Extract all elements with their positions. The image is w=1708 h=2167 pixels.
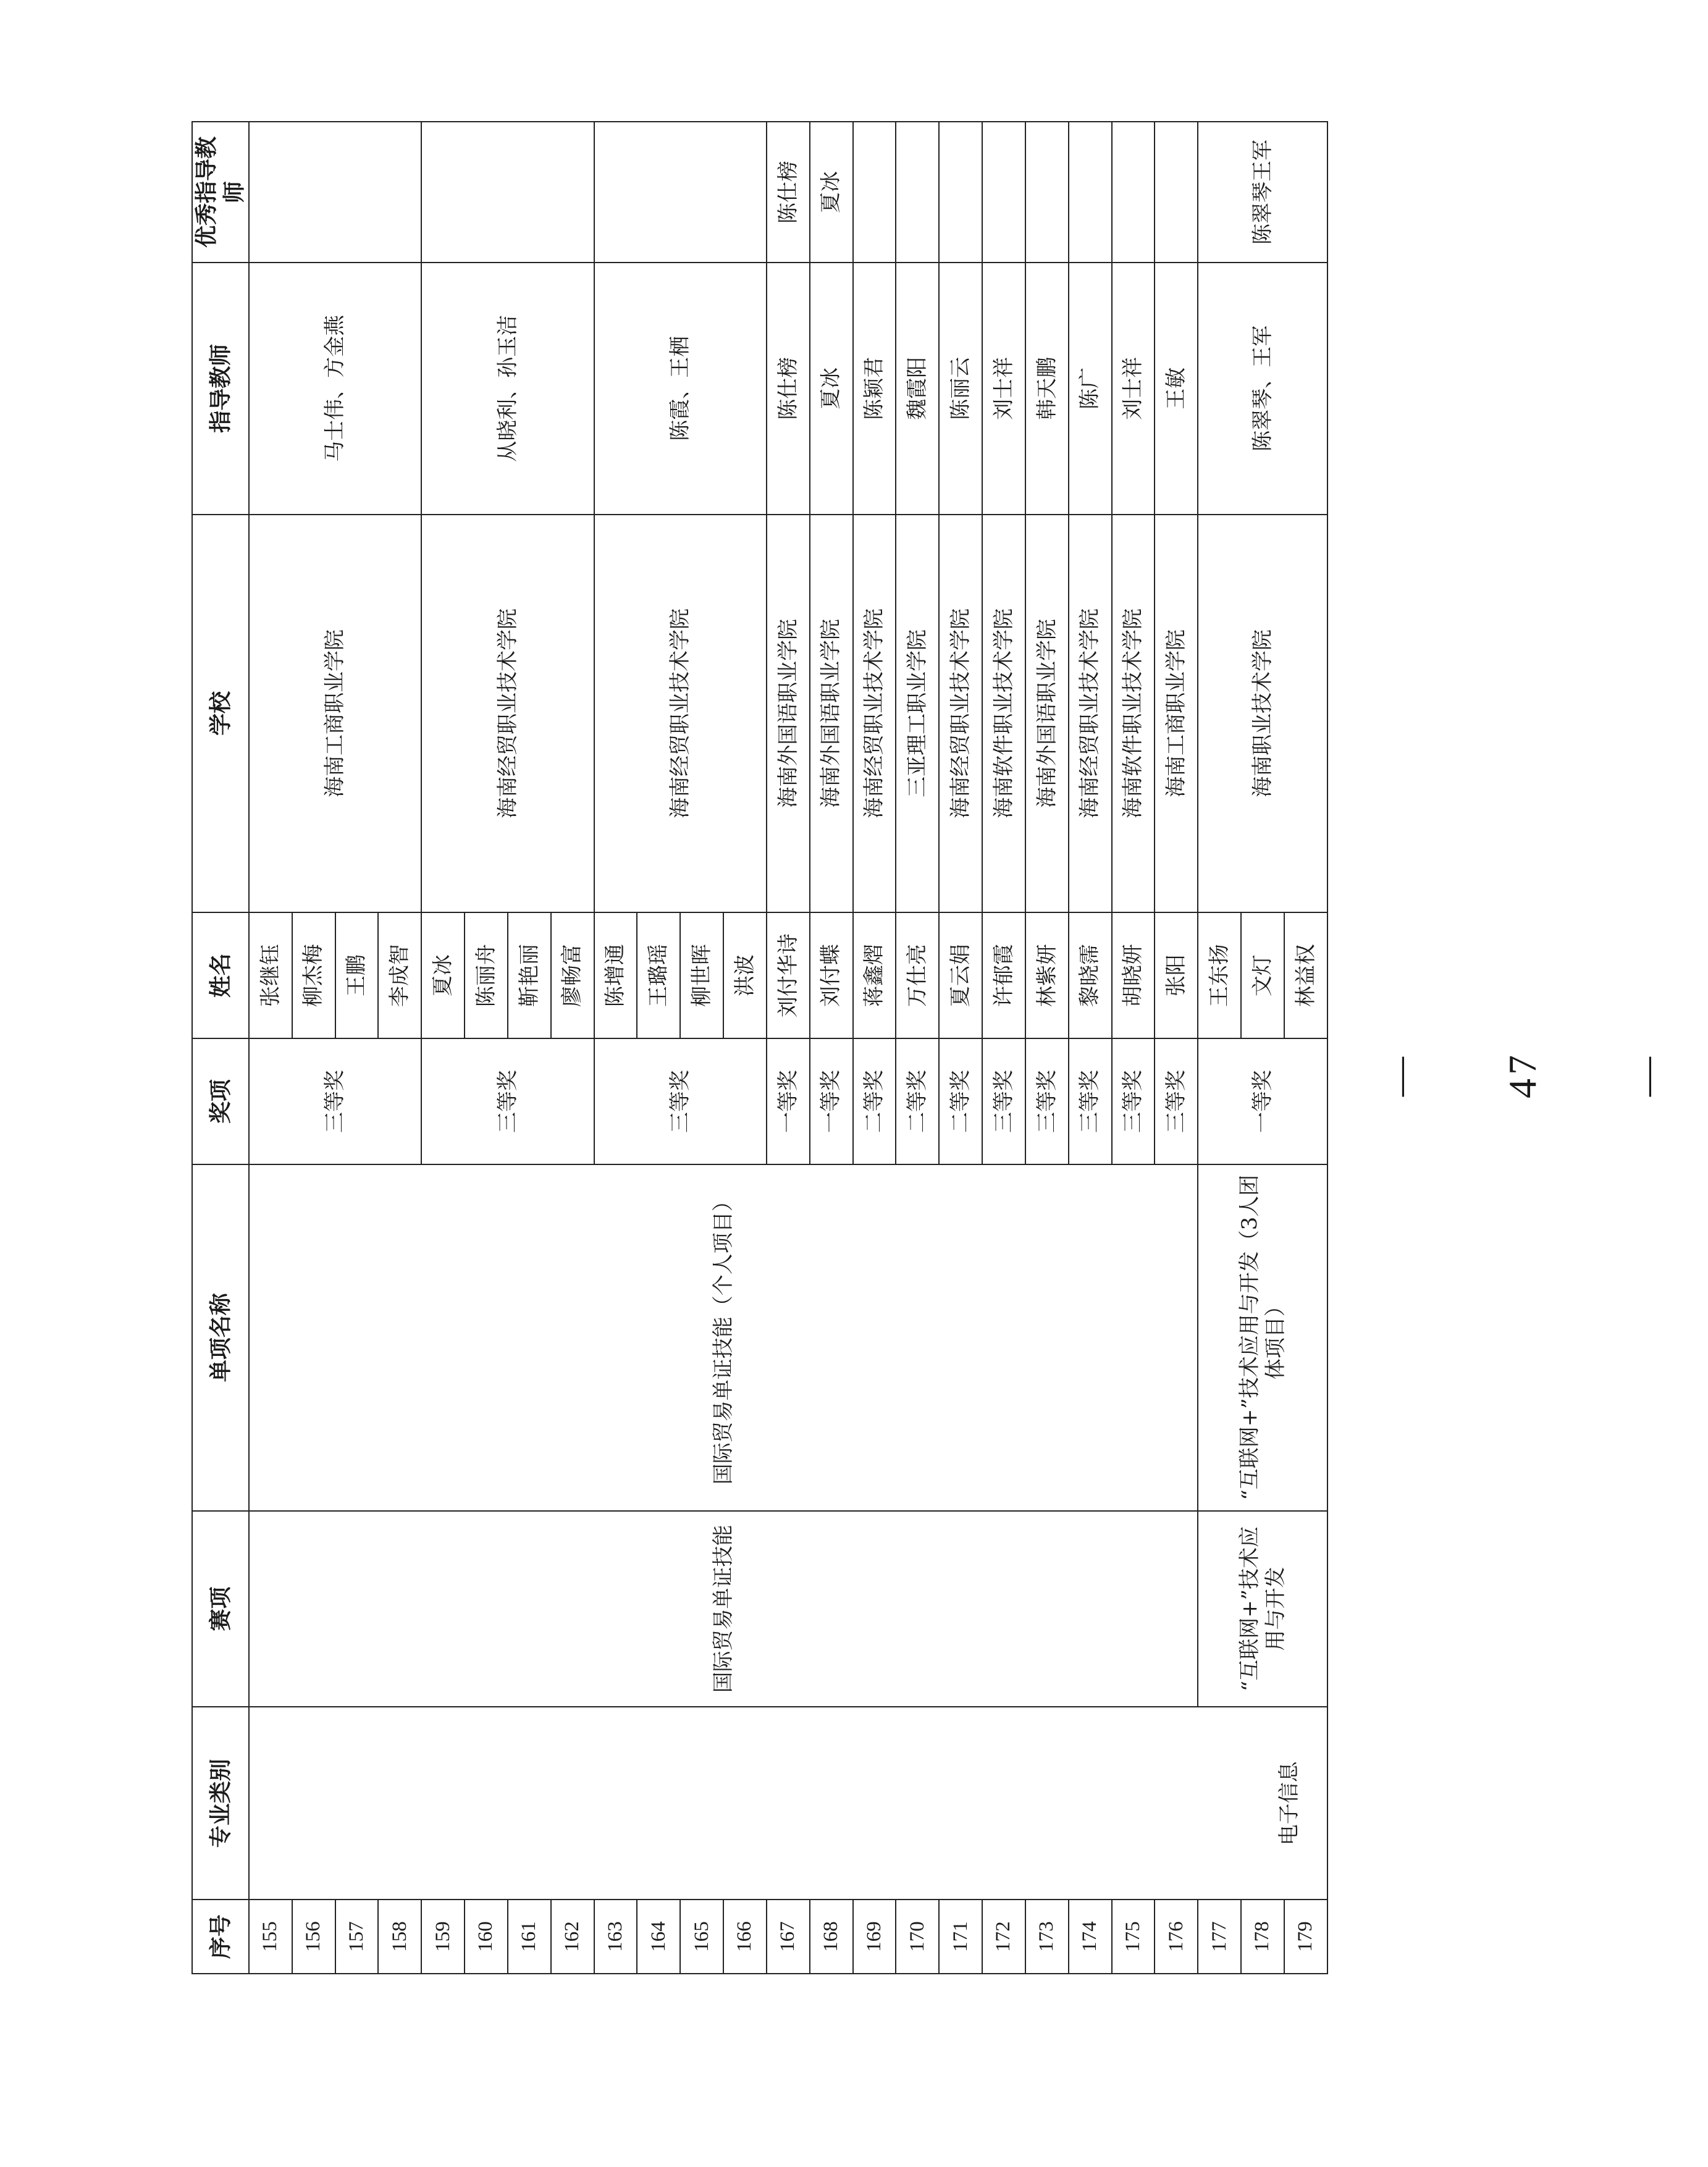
- award-cell: 三等奖: [421, 1038, 594, 1164]
- seq-cell: 158: [378, 1900, 421, 1974]
- seq-cell: 165: [680, 1900, 723, 1974]
- teacher-cell: 马士伟、方金燕: [249, 263, 421, 515]
- excellent-teacher-cell: [594, 122, 767, 263]
- name-cell: 靳艳丽: [508, 912, 551, 1038]
- award-cell: 二等奖: [853, 1038, 896, 1164]
- award-cell: 一等奖: [810, 1038, 853, 1164]
- teacher-cell: 陈广: [1069, 263, 1112, 515]
- header-category: 专业类别: [192, 1707, 249, 1900]
- school-cell: 海南经贸职业技术学院: [939, 515, 982, 913]
- name-cell: 刘付华诗: [767, 912, 810, 1038]
- seq-cell: 169: [853, 1900, 896, 1974]
- seq-cell: 162: [551, 1900, 594, 1974]
- teacher-cell: 陈霞、王栖: [594, 263, 767, 515]
- name-cell: 王璐瑶: [637, 912, 680, 1038]
- award-cell: 三等奖: [594, 1038, 767, 1164]
- school-cell: 海南经贸职业技术学院: [594, 515, 767, 913]
- school-cell: 海南外国语职业学院: [1025, 515, 1069, 913]
- event-cell: 国际贸易单证技能: [249, 1511, 1198, 1707]
- header-school: 学校: [192, 515, 249, 913]
- school-cell: 海南职业技术学院: [1198, 515, 1327, 913]
- name-cell: 柳世晖: [680, 912, 723, 1038]
- seq-cell: 161: [508, 1900, 551, 1974]
- header-award: 奖项: [192, 1038, 249, 1164]
- seq-cell: 174: [1069, 1900, 1112, 1974]
- name-cell: 夏云娟: [939, 912, 982, 1038]
- seq-cell: 166: [723, 1900, 767, 1974]
- header-item: 单项名称: [192, 1164, 249, 1511]
- award-cell: 三等奖: [1155, 1038, 1198, 1164]
- name-cell: 胡晓妍: [1112, 912, 1155, 1038]
- teacher-cell: 陈仕榜: [767, 263, 810, 515]
- teacher-cell: 刘士祥: [1112, 263, 1155, 515]
- teacher-cell: 陈丽云: [939, 263, 982, 515]
- seq-cell: 171: [939, 1900, 982, 1974]
- excellent-teacher-cell: 陈仕榜: [767, 122, 810, 263]
- school-cell: 海南经贸职业技术学院: [853, 515, 896, 913]
- excellent-teacher-cell: [1025, 122, 1069, 263]
- award-cell: 一等奖: [1198, 1038, 1327, 1164]
- seq-cell: 178: [1241, 1900, 1284, 1974]
- award-cell: 三等奖: [1069, 1038, 1112, 1164]
- award-cell: 三等奖: [982, 1038, 1025, 1164]
- seq-cell: 170: [896, 1900, 939, 1974]
- school-cell: 三亚理工职业学院: [896, 515, 939, 913]
- seq-cell: 179: [1284, 1900, 1327, 1974]
- category-label: 电子信息: [1276, 1761, 1302, 1846]
- school-cell: 海南经贸职业技术学院: [421, 515, 594, 913]
- excellent-teacher-cell: [421, 122, 594, 263]
- award-table-wrapper: [191, 121, 1328, 1974]
- event-cell: “互联网+”技术应用与开发: [1198, 1511, 1327, 1707]
- award-cell: 二等奖: [896, 1038, 939, 1164]
- school-cell: 海南软件职业技术学院: [982, 515, 1025, 913]
- seq-cell: 172: [982, 1900, 1025, 1974]
- item-cell: “互联网+”技术应用与开发（3人团体项目）: [1198, 1164, 1327, 1511]
- name-cell: 林紫妍: [1025, 912, 1069, 1038]
- teacher-cell: 夏冰: [810, 263, 853, 515]
- name-cell: 李成智: [378, 912, 421, 1038]
- award-cell: 三等奖: [1025, 1038, 1069, 1164]
- name-cell: 夏冰: [421, 912, 465, 1038]
- seq-cell: 156: [292, 1900, 335, 1974]
- teacher-cell: 魏霞阳: [896, 263, 939, 515]
- seq-cell: 155: [249, 1900, 292, 1974]
- header-name: 姓名: [192, 912, 249, 1038]
- excellent-teacher-cell: 夏冰: [810, 122, 853, 263]
- award-cell: 三等奖: [1112, 1038, 1155, 1164]
- seq-cell: 176: [1155, 1900, 1198, 1974]
- excellent-teacher-cell: [982, 122, 1025, 263]
- teacher-cell: 陈翠琴、王军: [1198, 263, 1327, 515]
- excellent-teacher-cell: [939, 122, 982, 263]
- seq-cell: 160: [465, 1900, 508, 1974]
- seq-cell: 167: [767, 1900, 810, 1974]
- excellent-teacher-cell: [1155, 122, 1198, 263]
- teacher-cell: 陈颖君: [853, 263, 896, 515]
- name-cell: 蒋鑫熠: [853, 912, 896, 1038]
- header-seq: 序号: [192, 1900, 249, 1974]
- award-table: [191, 121, 1328, 1974]
- table-row: [1198, 122, 1241, 1974]
- seq-cell: 159: [421, 1900, 465, 1974]
- award-cell: 一等奖: [767, 1038, 810, 1164]
- name-cell: 张继钰: [249, 912, 292, 1038]
- header-teacher: 指导教师: [192, 263, 249, 515]
- teacher-cell: 王敏: [1155, 263, 1198, 515]
- teacher-cell: 从晓利、孙玉洁: [421, 263, 594, 515]
- name-cell: 柳杰梅: [292, 912, 335, 1038]
- name-cell: 洪波: [723, 912, 767, 1038]
- seq-cell: 164: [637, 1900, 680, 1974]
- header-event: 赛项: [192, 1511, 249, 1707]
- name-cell: 陈增通: [594, 912, 637, 1038]
- seq-cell: 173: [1025, 1900, 1069, 1974]
- school-cell: 海南工商职业学院: [249, 515, 421, 913]
- school-cell: 海南经贸职业技术学院: [1069, 515, 1112, 913]
- seq-cell: 157: [335, 1900, 379, 1974]
- category-cell: [249, 1707, 1327, 1900]
- item-cell: 国际贸易单证技能（个人项目）: [249, 1164, 1198, 1511]
- teacher-cell: 韩天鹏: [1025, 263, 1069, 515]
- name-cell: 王东扬: [1198, 912, 1241, 1038]
- name-cell: 许郁霞: [982, 912, 1025, 1038]
- seq-cell: 168: [810, 1900, 853, 1974]
- excellent-teacher-cell: [1112, 122, 1155, 263]
- page-number: — 47 —: [1377, 1051, 1668, 1098]
- seq-cell: 177: [1198, 1900, 1241, 1974]
- name-cell: 张阳: [1155, 912, 1198, 1038]
- seq-cell: 175: [1112, 1900, 1155, 1974]
- school-cell: 海南工商职业学院: [1155, 515, 1198, 913]
- name-cell: 黎晓霈: [1069, 912, 1112, 1038]
- excellent-teacher-cell: 陈翠琴王军: [1198, 122, 1327, 263]
- header-row: [192, 122, 249, 1974]
- name-cell: 万仕亮: [896, 912, 939, 1038]
- name-cell: 林益权: [1284, 912, 1327, 1038]
- school-cell: 海南软件职业技术学院: [1112, 515, 1155, 913]
- header-excellent-teacher: 优秀指导教师: [192, 122, 249, 263]
- award-cell: 三等奖: [249, 1038, 421, 1164]
- name-cell: 文灯: [1241, 912, 1284, 1038]
- table-row: [249, 122, 292, 1974]
- name-cell: 陈丽舟: [465, 912, 508, 1038]
- school-cell: 海南外国语职业学院: [767, 515, 810, 913]
- name-cell: 廖畅富: [551, 912, 594, 1038]
- excellent-teacher-cell: [249, 122, 421, 263]
- seq-cell: 163: [594, 1900, 637, 1974]
- award-cell: 二等奖: [939, 1038, 982, 1164]
- school-cell: 海南外国语职业学院: [810, 515, 853, 913]
- excellent-teacher-cell: [853, 122, 896, 263]
- teacher-cell: 刘士祥: [982, 263, 1025, 515]
- name-cell: 刘付蝶: [810, 912, 853, 1038]
- excellent-teacher-cell: [896, 122, 939, 263]
- excellent-teacher-cell: [1069, 122, 1112, 263]
- name-cell: 王鹏: [335, 912, 379, 1038]
